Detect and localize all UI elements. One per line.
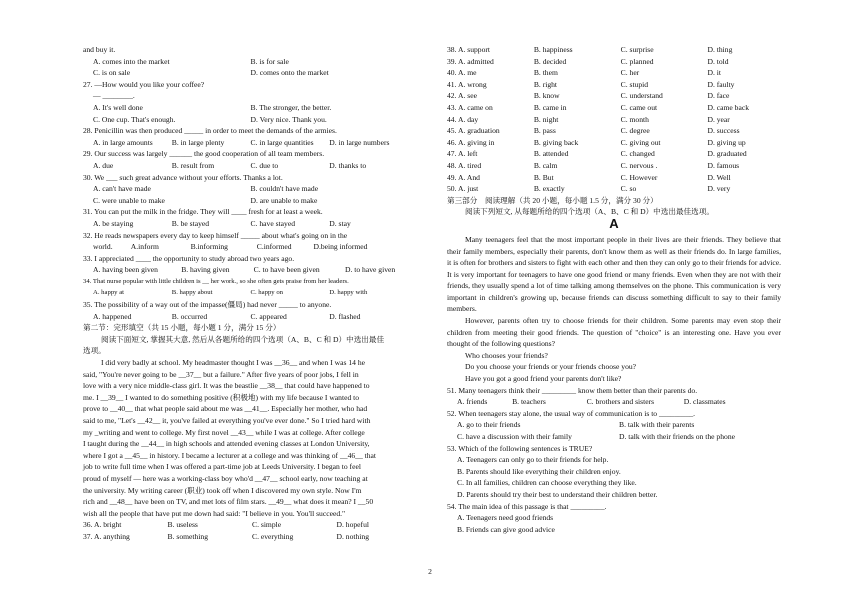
- option: C. were unable to make: [93, 195, 165, 205]
- option: 44. A. day: [447, 114, 479, 124]
- cloze-line: I taught during the __44__ in high schools and attended evening classes at London University,: [83, 439, 370, 449]
- text-line: — ________.: [93, 91, 135, 101]
- section-instructions-cont: 选项。: [83, 346, 106, 356]
- cloze-options-37: [83, 531, 408, 543]
- option: C. everything: [252, 531, 294, 541]
- options-q30b: [83, 195, 408, 207]
- option: A. friends: [457, 397, 488, 407]
- option: B. exactly: [533, 184, 565, 194]
- option: B. came in: [533, 102, 567, 112]
- options-52b: [447, 431, 781, 443]
- option: 46. A. giving in: [447, 137, 495, 147]
- option: B. Friends can give good advice: [457, 524, 555, 534]
- option: 48. A. tired: [447, 160, 482, 170]
- option: 37. A. anything: [83, 531, 130, 541]
- option: B. know: [533, 91, 560, 101]
- option: D. flashed: [329, 311, 361, 321]
- options-43: [447, 102, 781, 114]
- section-instructions: 阅读下面短文, 掌握其大意, 然后从各题所给的四个选项（A、B、C 和 D）中选出最佳: [101, 334, 385, 344]
- option: B. The stronger, the better.: [250, 102, 332, 112]
- cloze-line: love with a very nice middle-class girl. It was the beastlie __38__ that could have happened to: [83, 381, 370, 391]
- option: D. to have given: [344, 265, 396, 275]
- option: A. go to their friends: [457, 420, 521, 430]
- option: B. happy about: [171, 289, 213, 297]
- option: B. is for sale: [250, 56, 289, 66]
- option: D. famous: [707, 160, 740, 170]
- option: 43. A. came on: [447, 102, 493, 112]
- option: B. right: [533, 79, 558, 89]
- cloze-line: the university. My writing career (职业) took off when I discovered my own style. Now I'm: [83, 485, 362, 495]
- options-q33: [83, 264, 408, 276]
- question-list-item: Who chooses your friends?: [465, 350, 548, 360]
- cloze-line: rich and __48__ have been on TV, and met lots of film stars. __49__ what does it mean? I __50: [83, 497, 374, 507]
- option: B. teachers: [512, 397, 546, 407]
- options-40: [447, 67, 781, 79]
- options-q31: [83, 218, 408, 230]
- option: A. can't have made: [93, 184, 151, 194]
- options-50: [447, 183, 781, 195]
- cloze-line: I did very badly at school. My headmaster thought I was __36__ and when I was 14 he: [101, 358, 366, 368]
- cloze-line: proud of myself — here was a working-class boy who'd __47__ school early, now teaching at: [83, 473, 368, 483]
- option: A. It's well done: [93, 102, 143, 112]
- cloze-line: wish all the people that have put me down had said: "I believe in you. You'll succeed.": [83, 508, 346, 518]
- question-list-item: Do you choose your friends or your friends choose you?: [465, 362, 637, 372]
- option: D. face: [707, 91, 730, 101]
- text-line: and buy it.: [83, 45, 116, 54]
- option: C. came out: [620, 102, 658, 112]
- option: D. are unable to make: [250, 195, 318, 205]
- option: D. told: [707, 56, 729, 66]
- cloze-options-36: [83, 519, 408, 531]
- options-q35: [83, 311, 408, 323]
- options-q32: [83, 241, 408, 253]
- options-q26b: [83, 67, 408, 79]
- option: A. be staying: [93, 218, 134, 228]
- option: A. having been given: [93, 265, 158, 275]
- option: 47. A. left: [447, 149, 478, 159]
- question-list-item: Have you got a good friend your parents don't like?: [465, 374, 622, 384]
- right-column: [447, 44, 781, 535]
- option: 49. A. And: [447, 172, 480, 182]
- option: D. Parents should try their best to understand their children better.: [457, 489, 658, 499]
- option: B. something: [167, 531, 209, 541]
- question-31: 31. You can put the milk in the fridge. They will ____ fresh for at least a week.: [83, 207, 323, 217]
- option: D. hopeful: [336, 520, 369, 530]
- option: C. brothers and sisters: [586, 397, 655, 407]
- options-38: [447, 44, 781, 56]
- option: B. night: [533, 114, 559, 124]
- question-27: 27. —How would you like your coffee?: [83, 79, 205, 89]
- options-48: [447, 160, 781, 172]
- option: D. success: [707, 126, 740, 136]
- option: C.informed: [256, 242, 292, 252]
- option: B. be stayed: [171, 218, 210, 228]
- option: C. month: [620, 114, 649, 124]
- option: D. came back: [707, 102, 750, 112]
- options-45: [447, 125, 781, 137]
- option: D. nothing: [336, 531, 369, 541]
- cloze-line: job to write full time when I was offered a part-time job at Leeds University. I began to feel: [83, 462, 361, 472]
- option: D. graduated: [707, 149, 747, 159]
- option: C. to have been given: [253, 265, 320, 275]
- options-44: [447, 114, 781, 126]
- option: C. giving out: [620, 137, 661, 147]
- cloze-line: said to me, "Let's __42__ it, you've failed at everything you've ever done." So I tried hard with: [83, 416, 371, 425]
- question-28: 28. Penicillin was then produced _____ in order to meet the demands of the armies.: [83, 126, 337, 136]
- question-30: 30. We ___ such great advance without your efforts. Thanks a lot.: [83, 172, 283, 182]
- option: B. happiness: [533, 45, 573, 54]
- option: A. Teenagers need good friends: [457, 513, 554, 523]
- option: A. in large amounts: [93, 137, 153, 147]
- option: B. in large plenty: [171, 137, 225, 147]
- option: B. having given: [181, 265, 230, 275]
- option: C. However: [620, 172, 658, 182]
- cloze-line: my _writing and went to college. My first novel __43__ while I was at college. After college: [83, 427, 365, 437]
- question-33: 33. I appreciated ____ the opportunity to study abroad two years ago.: [83, 253, 295, 263]
- option: 50. A. just: [447, 184, 479, 194]
- option: D. very: [707, 184, 731, 194]
- option: D. Very nice. Thank you.: [250, 114, 327, 124]
- option: D.being informed: [313, 242, 368, 252]
- option: B. result from: [171, 160, 215, 170]
- section-heading: 第三部分 阅读理解（共 20 小题，每小题 1.5 分，满分 30 分）: [447, 195, 658, 205]
- option: 36. A. bright: [83, 520, 122, 530]
- option: B. pass: [533, 126, 556, 136]
- options-47: [447, 148, 781, 160]
- option: C. have a discussion with their family: [457, 432, 572, 441]
- option: D. happy with: [329, 289, 368, 297]
- option: C. degree: [620, 126, 650, 136]
- options-q27b: [83, 114, 408, 126]
- question-54: 54. The main idea of this passage is that _________.: [447, 501, 607, 511]
- option: B. Parents should like everything their children enjoy.: [457, 466, 621, 476]
- cloze-line: where I got a __45__ in history. I became a lecturer at a college and was thinking of __46__ that: [83, 450, 377, 460]
- options-q27: [83, 102, 408, 114]
- option: C. understand: [620, 91, 663, 101]
- option: B. them: [533, 68, 558, 78]
- option: A. happy at: [93, 289, 125, 297]
- option: 45. A. graduation: [447, 126, 500, 136]
- option: 41. A. wrong: [447, 79, 487, 89]
- option: D. comes onto the market: [250, 68, 329, 78]
- option: C. in large quantities: [250, 137, 314, 147]
- options-51: [447, 396, 781, 408]
- option: A.inform: [130, 242, 159, 252]
- cloze-line: prove to __40__ that what people said about me was __41__. Especially her mother, who had: [83, 404, 368, 414]
- option: B.informing: [190, 242, 228, 252]
- question-51: 51. Many teenagers think their _________ know them better than their parents do.: [447, 385, 698, 395]
- option: C. In all families, children can choose everything they like.: [457, 478, 637, 488]
- option: B. useless: [167, 520, 198, 530]
- option: D. thanks to: [329, 160, 367, 170]
- section-instructions: 阅读下列短文, 从每题所给的四个选项（A、B、C 和 D）中选出最佳选项。: [465, 207, 714, 217]
- option: A. comes into the market: [93, 56, 170, 66]
- option: C. surprise: [620, 45, 654, 54]
- passage-paragraph: However, parents often try to choose friends for their children. Some parents may even stop their children from meeting their good friends. The question of "choice" is an interesting one. Have you ever thought of the following questions?: [447, 316, 781, 349]
- options-q28: [83, 137, 408, 149]
- option: B. occurred: [171, 311, 208, 321]
- option: D. giving up: [707, 137, 746, 147]
- passage-letter: A: [609, 215, 619, 231]
- question-29: 29. Our success was largely ______ the good cooperation of all team members.: [83, 149, 325, 159]
- option: A. happened: [93, 311, 132, 321]
- question-52: 52. When teenagers stay alone, the usual way of communication is to _________.: [447, 408, 696, 418]
- option: C. appeared: [250, 311, 287, 321]
- option: C. is on sale: [93, 68, 131, 78]
- options-39: [447, 56, 781, 68]
- option: B. giving back: [533, 137, 579, 147]
- option: C. nervous .: [620, 160, 658, 170]
- option: D. Well: [707, 172, 731, 182]
- option: C. simple: [252, 520, 282, 530]
- option: C. changed: [620, 149, 655, 159]
- question-34: 34. That nurse popular with little children is __ her work., so she often gets praise from her leaders.: [83, 277, 349, 285]
- option: B. calm: [533, 160, 558, 170]
- cloze-line: me. I __39__ I wanted to do something positive (积极地) with my life because I wanted to: [83, 392, 360, 402]
- options-q30: [83, 183, 408, 195]
- option: D. faulty: [707, 79, 735, 89]
- option: B. attended: [533, 149, 569, 159]
- option: 38. A. support: [447, 45, 491, 54]
- question-53: 53. Which of the following sentences is TRUE?: [447, 443, 593, 453]
- option: 39. A. admitted: [447, 56, 494, 66]
- options-52: [447, 419, 781, 431]
- option: D. thing: [707, 45, 733, 54]
- options-q34: [83, 287, 408, 299]
- options-q26: [83, 56, 408, 68]
- left-column: [83, 44, 408, 543]
- option: world.: [93, 242, 113, 252]
- options-41: [447, 79, 781, 91]
- passage-paragraph: Many teenagers feel that the most important people in their lives are their friends. They believe that their family members, especially their parents, don't know them as well as their friends do. In large families, it is often for brothers and sisters to fight with each other and then they can only go to their friends for advice. It is very important for teenagers to have one good friend or many friends. Even when they are not with their friends, they usually spend a lot of time talking among themselves on the phone. This communication is very important in children's growing up, because friends can discuss something difficult to say to their family members.: [447, 234, 781, 314]
- option: D. in large numbers: [329, 137, 390, 147]
- option: B. couldn't have made: [250, 184, 319, 194]
- option: B. decided: [533, 56, 567, 66]
- option: B. talk with their parents: [619, 420, 695, 430]
- section-heading: 第二节：完形填空（共 15 小题，每小题 1 分，满分 15 分）: [83, 323, 281, 333]
- question-35: 35. The possibility of a way out of the impasse(僵局) had never _____ to anyone.: [83, 300, 332, 310]
- page-number: 2: [428, 567, 432, 576]
- option: C. so: [620, 184, 637, 194]
- option: C. One cup. That's enough.: [93, 114, 176, 124]
- option: D. talk with their friends on the phone: [619, 432, 735, 441]
- cloze-line: said, "You're never going to be __37__ but a failure." After five years of poor jobs, I fell in: [83, 369, 359, 379]
- question-32: 32. He reads newspapers every day to keep himself _____ about what's going on in the: [83, 230, 348, 240]
- option: C. have stayed: [250, 218, 295, 228]
- option: D. it: [707, 68, 721, 78]
- option: D. year: [707, 114, 730, 124]
- option: C. due to: [250, 160, 279, 170]
- options-46: [447, 137, 781, 149]
- option: C. her: [620, 68, 640, 78]
- option: C. planned: [620, 56, 654, 66]
- option: 42. A. see: [447, 91, 477, 101]
- option: C. stupid: [620, 79, 649, 89]
- option: 40. A. me: [447, 68, 477, 78]
- options-q29: [83, 160, 408, 172]
- option: B. But: [533, 172, 554, 182]
- options-49: [447, 172, 781, 184]
- options-42: [447, 90, 781, 102]
- option: D. stay: [329, 218, 351, 228]
- option: C. happy on: [250, 289, 284, 297]
- option: D. classmates: [683, 397, 726, 407]
- option: A. Teenagers can only go to their friends for help.: [457, 455, 609, 465]
- option: A. due: [93, 160, 114, 170]
